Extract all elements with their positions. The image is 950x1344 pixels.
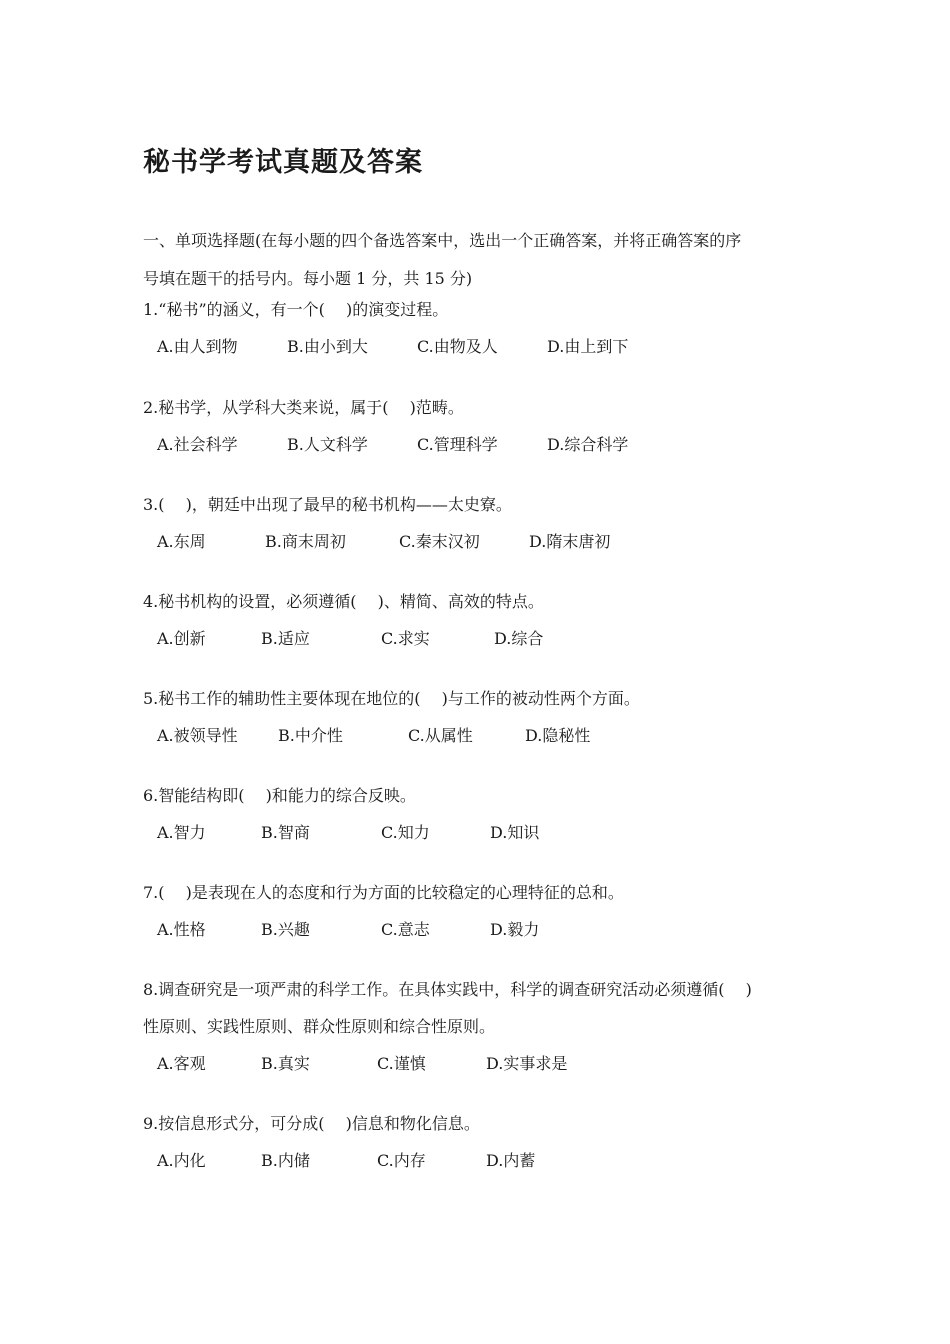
question-stem: 1.“秘书”的涵义，有一个( )的演变过程。	[143, 300, 449, 319]
question-9	[143, 1105, 813, 1179]
options-row	[143, 1142, 813, 1179]
option-b: B.由小到大	[287, 337, 368, 356]
question-2	[143, 389, 813, 463]
option-d: D.内蓄	[486, 1151, 536, 1170]
options-row	[143, 717, 813, 754]
option-d: D.综合科学	[547, 435, 629, 454]
option-d: D.毅力	[490, 920, 540, 939]
option-b: B.智商	[261, 823, 310, 842]
question-stem-line-2: 性原则、实践性原则、群众性原则和综合性原则。	[143, 1017, 496, 1036]
question-stem: 7.( )是表现在人的态度和行为方面的比较稳定的心理特征的总和。	[143, 883, 624, 902]
question-4	[143, 583, 813, 657]
option-b: B.商末周初	[265, 532, 346, 551]
option-c: C.秦末汉初	[399, 532, 480, 551]
section-heading	[143, 222, 813, 298]
option-c: C.从属性	[408, 726, 473, 745]
options-row	[143, 620, 813, 657]
question-1	[143, 291, 813, 365]
question-stem-line-1: 8.调查研究是一项严肃的科学工作。在具体实践中，科学的调查研究活动必须遵循( )	[143, 980, 752, 999]
option-c: C.谨慎	[377, 1054, 426, 1073]
option-c: C.知力	[381, 823, 430, 842]
option-c: C.管理科学	[417, 435, 498, 454]
option-c: C.内存	[377, 1151, 426, 1170]
question-stem: 2.秘书学，从学科大类来说，属于( )范畴。	[143, 398, 464, 417]
option-d: D.知识	[490, 823, 540, 842]
options-row	[143, 523, 813, 560]
option-a: A.东周	[157, 532, 206, 551]
question-6	[143, 777, 813, 851]
option-b: B.人文科学	[287, 435, 368, 454]
question-stem: 4.秘书机构的设置，必须遵循( )、精简、高效的特点。	[143, 592, 544, 611]
options-row	[143, 814, 813, 851]
option-d: D.隋末唐初	[529, 532, 611, 551]
options-row	[143, 911, 813, 948]
option-d: D.综合	[494, 629, 544, 648]
option-a: A.社会科学	[157, 435, 238, 454]
section-heading-line-1: 一、单项选择题(在每小题的四个备选答案中，选出一个正确答案，并将正确答案的序	[143, 231, 742, 250]
question-stem: 5.秘书工作的辅助性主要体现在地位的( )与工作的被动性两个方面。	[143, 689, 640, 708]
option-b: B.真实	[261, 1054, 310, 1073]
option-a: A.被领导性	[157, 726, 238, 745]
question-5	[143, 680, 813, 754]
option-a: A.创新	[157, 629, 206, 648]
option-b: B.内储	[261, 1151, 310, 1170]
option-c: C.求实	[381, 629, 430, 648]
question-stem: 3.( )，朝廷中出现了最早的秘书机构——太史寮。	[143, 495, 512, 514]
option-c: C.由物及人	[417, 337, 498, 356]
option-a: A.性格	[157, 920, 206, 939]
option-d: D.隐秘性	[525, 726, 591, 745]
section-heading-line-2: 号填在题干的括号内。每小题 1 分，共 15 分)	[143, 269, 473, 288]
question-stem: 6.智能结构即( )和能力的综合反映。	[143, 786, 416, 805]
option-d: D.由上到下	[547, 337, 629, 356]
option-d: D.实事求是	[486, 1054, 568, 1073]
options-row	[143, 328, 813, 365]
option-b: B.中介性	[278, 726, 343, 745]
option-a: A.客观	[157, 1054, 206, 1073]
page-title: 秘书学考试真题及答案	[143, 147, 423, 178]
options-row	[143, 426, 813, 463]
question-8	[143, 971, 813, 1082]
option-a: A.内化	[157, 1151, 206, 1170]
option-b: B.兴趣	[261, 920, 310, 939]
option-a: A.由人到物	[157, 337, 238, 356]
options-row	[143, 1045, 813, 1082]
question-7	[143, 874, 813, 948]
question-3	[143, 486, 813, 560]
question-stem: 9.按信息形式分，可分成( )信息和物化信息。	[143, 1114, 480, 1133]
option-a: A.智力	[157, 823, 206, 842]
option-b: B.适应	[261, 629, 310, 648]
option-c: C.意志	[381, 920, 430, 939]
